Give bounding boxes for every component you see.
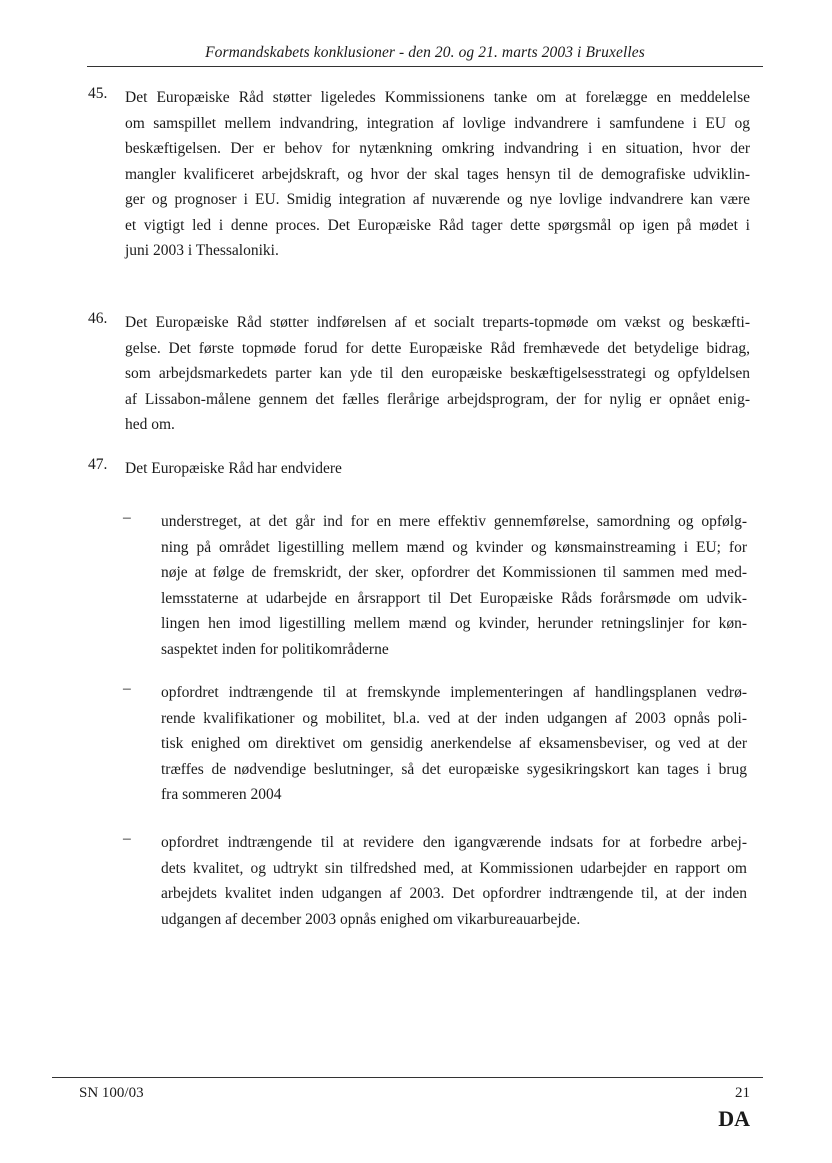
text-line: træffes de nødvendige beslutninger, så det europæiske sygesikringskort kan tages i brug xyxy=(161,760,747,778)
text-line: understreget, at det går ind for en mere effektiv gennemførelse, samordning og opfølg- xyxy=(161,513,747,530)
document-reference: SN 100/03 xyxy=(79,1085,144,1101)
text-line: opfordret indtrængende til at fremskynde implementeringen af handlingsplanen vedrø- xyxy=(161,684,747,701)
dash-bullet: – xyxy=(123,680,131,697)
text-line: saspektet inden for politikområderne xyxy=(161,640,389,658)
text-line: ning på området ligestilling mellem mænd og kvinder og kønsmainstreaming i EU; for xyxy=(161,538,747,556)
text-line: Det Europæiske Råd støtter indførelsen af et socialt treparts-topmøde om vækst og beskæfti- xyxy=(125,314,750,331)
paragraph-text xyxy=(125,310,750,438)
dash-bullet: – xyxy=(123,509,131,526)
text-line: dets kvalitet, og udtrykt sin tilfredshed med, at Kommissionen udarbejder en rapport om xyxy=(161,859,747,877)
text-line: juni 2003 i Thessaloniki. xyxy=(125,242,279,259)
paragraph-number: 46. xyxy=(88,310,108,327)
text-line: rende kvalifikationer og mobilitet, bl.a. ved at der inden udgangen af 2003 opnås poli- xyxy=(161,709,747,727)
text-line: som arbejdsmarkedets parter kan yde til den europæiske beskæftigelsesstrategi og opfyldelsen xyxy=(125,365,750,382)
footer-divider xyxy=(52,1077,763,1078)
text-line: udgangen af december 2003 opnås enighed om vikarbureauarbejde. xyxy=(161,910,581,928)
text-line: et vigtigt led i denne proces. Det Europæiske Råd tager dette spørgsmål op igen på mødet i xyxy=(125,216,750,234)
dash-bullet: – xyxy=(123,830,131,847)
header-divider xyxy=(87,66,763,67)
language-code: DA xyxy=(718,1106,750,1131)
paragraph-number: 45. xyxy=(88,85,108,102)
list-item-text xyxy=(161,680,747,808)
text-line: nøje at følge de fremskridt, der sker, opfordrer det Kommissionen til sammen med med- xyxy=(161,564,747,581)
text-line: hed om. xyxy=(125,416,175,433)
paragraph-text xyxy=(125,85,750,264)
text-line: opfordret indtrængende til at revidere den igangværende indsats for at forbedre arbej- xyxy=(161,834,747,851)
text-line: tisk enighed om direktivet om gensidig anerkendelse af eksamensbeviser, og ved at der xyxy=(161,735,747,752)
text-line: mangler kvalificeret arbejdskraft, og hvor der skal tages hensyn til de demografiske udviklin- xyxy=(125,165,750,183)
text-line: lemsstaterne at udarbejde en årsrapport til Det Europæiske Råds forårsmøde om udvik- xyxy=(161,589,747,607)
text-line: gelse. Det første topmøde forud for dette Europæiske Råd fremhævede det betydelige bidrag, xyxy=(125,339,750,357)
text-line: fra sommeren 2004 xyxy=(161,786,282,803)
text-line: beskæftigelsen. Der er behov for nytænkning omkring indvandring i en situation, hvor der xyxy=(125,140,750,157)
text-line: arbejdets kvalitet inden udgangen af 2003. Det opfordrer indtrængende til, at der inden xyxy=(161,885,747,902)
text-line: ger og prognoser i EU. Smidig integration af nuværende og nye lovlige indvandrere kan være xyxy=(125,191,750,208)
paragraph-number: 47. xyxy=(88,456,108,473)
page-number: 21 xyxy=(735,1085,750,1101)
text-line: Det Europæiske Råd har endvidere xyxy=(125,460,342,477)
running-header: Formandskabets konklusioner - den 20. og 21. marts 2003 i Bruxelles xyxy=(205,44,645,61)
text-line: lingen hen imod ligestilling mellem mænd og kvinder, herunder retningslinjer for køn- xyxy=(161,615,747,632)
list-item-text xyxy=(161,509,747,662)
list-item-text xyxy=(161,830,747,932)
text-line: om samspillet mellem indvandring, integration af lovlige indvandrere i samfundene i EU og xyxy=(125,114,750,132)
paragraph-text xyxy=(125,456,750,482)
text-line: af Lissabon-målene gennem det fælles flerårige arbejdsprogram, der for nylig er opnået enig- xyxy=(125,390,750,408)
text-line: Det Europæiske Råd støtter ligeledes Kommissionens tanke om at forelægge en meddelelse xyxy=(125,89,750,106)
